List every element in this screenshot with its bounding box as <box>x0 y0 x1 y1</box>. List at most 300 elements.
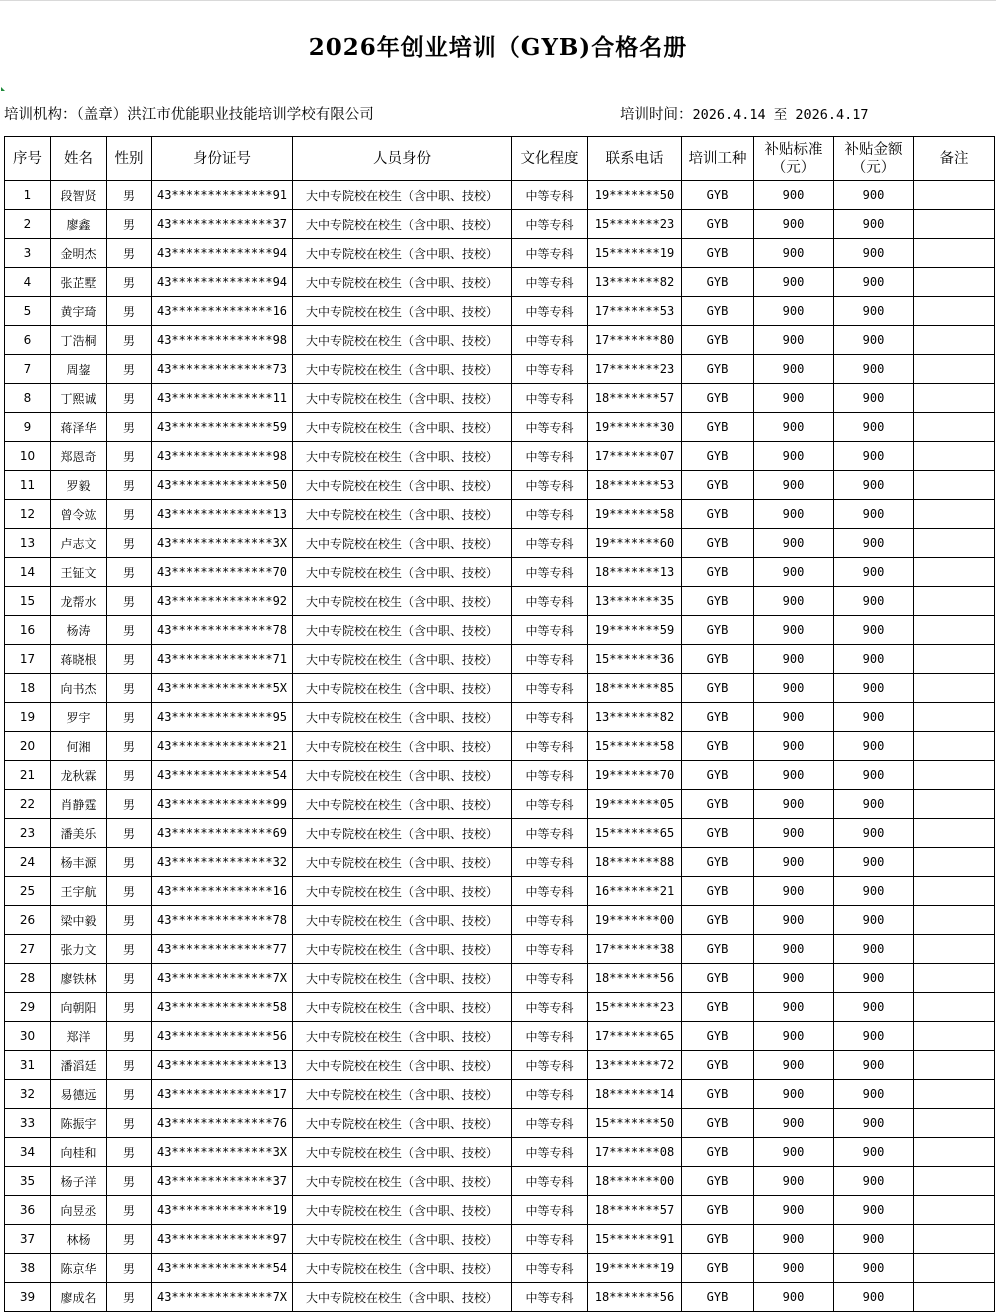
cell-identity[interactable]: 大中专院校在校生（含中职、技校） <box>293 181 512 210</box>
cell-note[interactable] <box>914 935 995 964</box>
cell-sex[interactable]: 男 <box>107 384 152 413</box>
cell-education[interactable]: 中等专科 <box>512 993 588 1022</box>
cell-sex[interactable]: 男 <box>107 1109 152 1138</box>
cell-name[interactable]: 廖鑫 <box>51 210 107 239</box>
cell-subsidy-standard[interactable]: 900 <box>754 732 834 761</box>
cell-name[interactable]: 杨丰源 <box>51 848 107 877</box>
cell-subsidy-standard[interactable]: 900 <box>754 413 834 442</box>
cell-subsidy-amount[interactable]: 900 <box>834 877 914 906</box>
cell-education[interactable]: 中等专科 <box>512 761 588 790</box>
cell-name[interactable]: 丁浩桐 <box>51 326 107 355</box>
cell-subsidy-amount[interactable]: 900 <box>834 297 914 326</box>
cell-identity[interactable]: 大中专院校在校生（含中职、技校） <box>293 732 512 761</box>
cell-seq[interactable]: 24 <box>5 848 51 877</box>
cell-name[interactable]: 王钲文 <box>51 558 107 587</box>
cell-subsidy-standard[interactable]: 900 <box>754 587 834 616</box>
cell-education[interactable]: 中等专科 <box>512 616 588 645</box>
cell-education[interactable]: 中等专科 <box>512 819 588 848</box>
cell-trade[interactable]: GYB <box>682 674 754 703</box>
cell-subsidy-standard[interactable]: 900 <box>754 790 834 819</box>
cell-phone[interactable]: 15*******19 <box>588 239 682 268</box>
cell-identity[interactable]: 大中专院校在校生（含中职、技校） <box>293 558 512 587</box>
cell-trade[interactable]: GYB <box>682 326 754 355</box>
cell-name[interactable]: 郑洋 <box>51 1022 107 1051</box>
cell-sex[interactable]: 男 <box>107 877 152 906</box>
cell-seq[interactable]: 35 <box>5 1167 51 1196</box>
cell-seq[interactable]: 39 <box>5 1283 51 1312</box>
cell-name[interactable]: 肖静霆 <box>51 790 107 819</box>
cell-education[interactable]: 中等专科 <box>512 1167 588 1196</box>
cell-sex[interactable]: 男 <box>107 471 152 500</box>
cell-phone[interactable]: 19*******70 <box>588 761 682 790</box>
cell-subsidy-amount[interactable]: 900 <box>834 268 914 297</box>
cell-phone[interactable]: 15*******36 <box>588 645 682 674</box>
cell-sex[interactable]: 男 <box>107 703 152 732</box>
cell-id-number[interactable]: 43**************3X <box>152 529 293 558</box>
column-header-name[interactable]: 姓名 <box>51 137 107 181</box>
cell-seq[interactable]: 14 <box>5 558 51 587</box>
cell-trade[interactable]: GYB <box>682 1051 754 1080</box>
cell-seq[interactable]: 16 <box>5 616 51 645</box>
cell-subsidy-amount[interactable]: 900 <box>834 964 914 993</box>
cell-seq[interactable]: 17 <box>5 645 51 674</box>
cell-subsidy-amount[interactable]: 900 <box>834 935 914 964</box>
cell-seq[interactable]: 34 <box>5 1138 51 1167</box>
cell-sex[interactable]: 男 <box>107 413 152 442</box>
cell-subsidy-standard[interactable]: 900 <box>754 1283 834 1312</box>
cell-education[interactable]: 中等专科 <box>512 239 588 268</box>
cell-trade[interactable]: GYB <box>682 210 754 239</box>
cell-name[interactable]: 廖成名 <box>51 1283 107 1312</box>
cell-note[interactable] <box>914 877 995 906</box>
cell-phone[interactable]: 19*******50 <box>588 181 682 210</box>
cell-name[interactable]: 金明杰 <box>51 239 107 268</box>
cell-sex[interactable]: 男 <box>107 1080 152 1109</box>
cell-subsidy-standard[interactable]: 900 <box>754 1022 834 1051</box>
cell-trade[interactable]: GYB <box>682 703 754 732</box>
cell-subsidy-amount[interactable]: 900 <box>834 993 914 1022</box>
cell-subsidy-amount[interactable]: 900 <box>834 1138 914 1167</box>
cell-trade[interactable]: GYB <box>682 558 754 587</box>
cell-seq[interactable]: 11 <box>5 471 51 500</box>
cell-id-number[interactable]: 43**************54 <box>152 1254 293 1283</box>
cell-id-number[interactable]: 43**************59 <box>152 413 293 442</box>
cell-identity[interactable]: 大中专院校在校生（含中职、技校） <box>293 703 512 732</box>
cell-education[interactable]: 中等专科 <box>512 1196 588 1225</box>
cell-trade[interactable]: GYB <box>682 877 754 906</box>
cell-trade[interactable]: GYB <box>682 1283 754 1312</box>
cell-note[interactable] <box>914 1167 995 1196</box>
cell-identity[interactable]: 大中专院校在校生（含中职、技校） <box>293 964 512 993</box>
cell-phone[interactable]: 19*******60 <box>588 529 682 558</box>
cell-subsidy-standard[interactable]: 900 <box>754 1254 834 1283</box>
cell-id-number[interactable]: 43**************76 <box>152 1109 293 1138</box>
cell-phone[interactable]: 15*******23 <box>588 993 682 1022</box>
cell-phone[interactable]: 18*******88 <box>588 848 682 877</box>
cell-trade[interactable]: GYB <box>682 297 754 326</box>
cell-trade[interactable]: GYB <box>682 906 754 935</box>
cell-sex[interactable]: 男 <box>107 616 152 645</box>
cell-identity[interactable]: 大中专院校在校生（含中职、技校） <box>293 819 512 848</box>
cell-identity[interactable]: 大中专院校在校生（含中职、技校） <box>293 1080 512 1109</box>
cell-phone[interactable]: 18*******56 <box>588 1283 682 1312</box>
cell-subsidy-amount[interactable]: 900 <box>834 906 914 935</box>
cell-name[interactable]: 向朝阳 <box>51 993 107 1022</box>
cell-education[interactable]: 中等专科 <box>512 500 588 529</box>
cell-phone[interactable]: 18*******85 <box>588 674 682 703</box>
cell-sex[interactable]: 男 <box>107 442 152 471</box>
cell-education[interactable]: 中等专科 <box>512 877 588 906</box>
cell-phone[interactable]: 15*******50 <box>588 1109 682 1138</box>
cell-subsidy-standard[interactable]: 900 <box>754 674 834 703</box>
cell-name[interactable]: 潘美乐 <box>51 819 107 848</box>
cell-note[interactable] <box>914 1109 995 1138</box>
cell-identity[interactable]: 大中专院校在校生（含中职、技校） <box>293 993 512 1022</box>
cell-education[interactable]: 中等专科 <box>512 645 588 674</box>
cell-education[interactable]: 中等专科 <box>512 471 588 500</box>
cell-trade[interactable]: GYB <box>682 355 754 384</box>
cell-subsidy-standard[interactable]: 900 <box>754 471 834 500</box>
cell-note[interactable] <box>914 210 995 239</box>
cell-note[interactable] <box>914 1138 995 1167</box>
cell-trade[interactable]: GYB <box>682 384 754 413</box>
cell-name[interactable]: 罗毅 <box>51 471 107 500</box>
cell-note[interactable] <box>914 239 995 268</box>
cell-sex[interactable]: 男 <box>107 819 152 848</box>
cell-phone[interactable]: 15*******65 <box>588 819 682 848</box>
cell-subsidy-amount[interactable]: 900 <box>834 384 914 413</box>
cell-subsidy-amount[interactable]: 900 <box>834 471 914 500</box>
cell-id-number[interactable]: 43**************78 <box>152 616 293 645</box>
cell-sex[interactable]: 男 <box>107 268 152 297</box>
cell-education[interactable]: 中等专科 <box>512 674 588 703</box>
cell-subsidy-amount[interactable]: 900 <box>834 1196 914 1225</box>
cell-identity[interactable]: 大中专院校在校生（含中职、技校） <box>293 674 512 703</box>
cell-subsidy-amount[interactable]: 900 <box>834 1022 914 1051</box>
cell-phone[interactable]: 19*******19 <box>588 1254 682 1283</box>
cell-note[interactable] <box>914 1196 995 1225</box>
cell-education[interactable]: 中等专科 <box>512 268 588 297</box>
cell-note[interactable] <box>914 674 995 703</box>
cell-seq[interactable]: 1 <box>5 181 51 210</box>
cell-subsidy-amount[interactable]: 900 <box>834 1167 914 1196</box>
cell-education[interactable]: 中等专科 <box>512 1080 588 1109</box>
cell-id-number[interactable]: 43**************16 <box>152 297 293 326</box>
cell-sex[interactable]: 男 <box>107 790 152 819</box>
cell-seq[interactable]: 3 <box>5 239 51 268</box>
cell-note[interactable] <box>914 1225 995 1254</box>
cell-sex[interactable]: 男 <box>107 239 152 268</box>
cell-subsidy-amount[interactable]: 900 <box>834 703 914 732</box>
cell-education[interactable]: 中等专科 <box>512 964 588 993</box>
cell-seq[interactable]: 20 <box>5 732 51 761</box>
cell-trade[interactable]: GYB <box>682 645 754 674</box>
cell-identity[interactable]: 大中专院校在校生（含中职、技校） <box>293 442 512 471</box>
cell-note[interactable] <box>914 964 995 993</box>
cell-education[interactable]: 中等专科 <box>512 790 588 819</box>
cell-name[interactable]: 廖铁林 <box>51 964 107 993</box>
cell-trade[interactable]: GYB <box>682 790 754 819</box>
cell-subsidy-standard[interactable]: 900 <box>754 993 834 1022</box>
cell-sex[interactable]: 男 <box>107 1283 152 1312</box>
cell-subsidy-amount[interactable]: 900 <box>834 558 914 587</box>
cell-seq[interactable]: 32 <box>5 1080 51 1109</box>
cell-seq[interactable]: 29 <box>5 993 51 1022</box>
cell-subsidy-standard[interactable]: 900 <box>754 761 834 790</box>
cell-identity[interactable]: 大中专院校在校生（含中职、技校） <box>293 906 512 935</box>
cell-trade[interactable]: GYB <box>682 500 754 529</box>
cell-subsidy-amount[interactable]: 900 <box>834 181 914 210</box>
cell-id-number[interactable]: 43**************69 <box>152 819 293 848</box>
cell-note[interactable] <box>914 268 995 297</box>
cell-identity[interactable]: 大中专院校在校生（含中职、技校） <box>293 268 512 297</box>
cell-trade[interactable]: GYB <box>682 239 754 268</box>
cell-id-number[interactable]: 43**************5X <box>152 674 293 703</box>
cell-education[interactable]: 中等专科 <box>512 587 588 616</box>
cell-subsidy-standard[interactable]: 900 <box>754 558 834 587</box>
cell-phone[interactable]: 19*******58 <box>588 500 682 529</box>
cell-sex[interactable]: 男 <box>107 645 152 674</box>
cell-trade[interactable]: GYB <box>682 1167 754 1196</box>
cell-subsidy-amount[interactable]: 900 <box>834 761 914 790</box>
cell-id-number[interactable]: 43**************91 <box>152 181 293 210</box>
cell-subsidy-amount[interactable]: 900 <box>834 1051 914 1080</box>
cell-id-number[interactable]: 43**************58 <box>152 993 293 1022</box>
cell-note[interactable] <box>914 413 995 442</box>
cell-seq[interactable]: 13 <box>5 529 51 558</box>
cell-subsidy-amount[interactable]: 900 <box>834 674 914 703</box>
cell-id-number[interactable]: 43**************37 <box>152 210 293 239</box>
cell-note[interactable] <box>914 442 995 471</box>
cell-id-number[interactable]: 43**************54 <box>152 761 293 790</box>
cell-id-number[interactable]: 43**************98 <box>152 442 293 471</box>
cell-id-number[interactable]: 43**************71 <box>152 645 293 674</box>
cell-education[interactable]: 中等专科 <box>512 848 588 877</box>
cell-education[interactable]: 中等专科 <box>512 703 588 732</box>
cell-note[interactable] <box>914 616 995 645</box>
cell-name[interactable]: 龙秋霖 <box>51 761 107 790</box>
column-header-id[interactable]: 身份证号 <box>152 137 293 181</box>
cell-id-number[interactable]: 43**************95 <box>152 703 293 732</box>
cell-identity[interactable]: 大中专院校在校生（含中职、技校） <box>293 413 512 442</box>
cell-name[interactable]: 郑恩奇 <box>51 442 107 471</box>
cell-phone[interactable]: 18*******53 <box>588 471 682 500</box>
cell-identity[interactable]: 大中专院校在校生（含中职、技校） <box>293 384 512 413</box>
cell-subsidy-standard[interactable]: 900 <box>754 645 834 674</box>
cell-name[interactable]: 何湘 <box>51 732 107 761</box>
cell-sex[interactable]: 男 <box>107 761 152 790</box>
cell-sex[interactable]: 男 <box>107 181 152 210</box>
cell-trade[interactable]: GYB <box>682 181 754 210</box>
cell-note[interactable] <box>914 732 995 761</box>
cell-id-number[interactable]: 43**************94 <box>152 239 293 268</box>
column-header-education[interactable]: 文化程度 <box>512 137 588 181</box>
cell-education[interactable]: 中等专科 <box>512 413 588 442</box>
cell-subsidy-amount[interactable]: 900 <box>834 326 914 355</box>
cell-name[interactable]: 易德远 <box>51 1080 107 1109</box>
cell-sex[interactable]: 男 <box>107 964 152 993</box>
cell-subsidy-standard[interactable]: 900 <box>754 1109 834 1138</box>
cell-education[interactable]: 中等专科 <box>512 558 588 587</box>
cell-sex[interactable]: 男 <box>107 1138 152 1167</box>
cell-phone[interactable]: 18*******57 <box>588 1196 682 1225</box>
cell-subsidy-amount[interactable]: 900 <box>834 848 914 877</box>
cell-subsidy-amount[interactable]: 900 <box>834 239 914 268</box>
cell-phone[interactable]: 17*******07 <box>588 442 682 471</box>
cell-subsidy-standard[interactable]: 900 <box>754 964 834 993</box>
cell-phone[interactable]: 19*******00 <box>588 906 682 935</box>
cell-seq[interactable]: 9 <box>5 413 51 442</box>
cell-identity[interactable]: 大中专院校在校生（含中职、技校） <box>293 326 512 355</box>
cell-name[interactable]: 向桂和 <box>51 1138 107 1167</box>
cell-identity[interactable]: 大中专院校在校生（含中职、技校） <box>293 529 512 558</box>
cell-sex[interactable]: 男 <box>107 993 152 1022</box>
cell-subsidy-amount[interactable]: 900 <box>834 819 914 848</box>
cell-phone[interactable]: 17*******38 <box>588 935 682 964</box>
cell-note[interactable] <box>914 558 995 587</box>
cell-name[interactable]: 林杨 <box>51 1225 107 1254</box>
cell-note[interactable] <box>914 1254 995 1283</box>
cell-id-number[interactable]: 43**************21 <box>152 732 293 761</box>
cell-sex[interactable]: 男 <box>107 326 152 355</box>
cell-subsidy-amount[interactable]: 900 <box>834 1283 914 1312</box>
cell-seq[interactable]: 36 <box>5 1196 51 1225</box>
cell-name[interactable]: 段智贤 <box>51 181 107 210</box>
cell-phone[interactable]: 18*******14 <box>588 1080 682 1109</box>
cell-name[interactable]: 罗宇 <box>51 703 107 732</box>
cell-subsidy-standard[interactable]: 900 <box>754 355 834 384</box>
cell-seq[interactable]: 22 <box>5 790 51 819</box>
cell-id-number[interactable]: 43**************13 <box>152 500 293 529</box>
cell-name[interactable]: 卢志文 <box>51 529 107 558</box>
cell-subsidy-standard[interactable]: 900 <box>754 877 834 906</box>
cell-seq[interactable]: 10 <box>5 442 51 471</box>
cell-subsidy-amount[interactable]: 900 <box>834 732 914 761</box>
cell-subsidy-standard[interactable]: 900 <box>754 1225 834 1254</box>
cell-education[interactable]: 中等专科 <box>512 326 588 355</box>
cell-seq[interactable]: 15 <box>5 587 51 616</box>
cell-note[interactable] <box>914 355 995 384</box>
cell-sex[interactable]: 男 <box>107 732 152 761</box>
column-header-subsidy-amount[interactable]: 补贴金额（元） <box>834 137 914 181</box>
cell-seq[interactable]: 38 <box>5 1254 51 1283</box>
cell-trade[interactable]: GYB <box>682 964 754 993</box>
cell-identity[interactable]: 大中专院校在校生（含中职、技校） <box>293 877 512 906</box>
cell-trade[interactable]: GYB <box>682 1022 754 1051</box>
cell-sex[interactable]: 男 <box>107 558 152 587</box>
cell-phone[interactable]: 16*******21 <box>588 877 682 906</box>
cell-phone[interactable]: 18*******00 <box>588 1167 682 1196</box>
cell-subsidy-amount[interactable]: 900 <box>834 355 914 384</box>
cell-id-number[interactable]: 43**************70 <box>152 558 293 587</box>
cell-seq[interactable]: 18 <box>5 674 51 703</box>
cell-subsidy-standard[interactable]: 900 <box>754 1196 834 1225</box>
cell-sex[interactable]: 男 <box>107 1022 152 1051</box>
cell-note[interactable] <box>914 790 995 819</box>
cell-trade[interactable]: GYB <box>682 935 754 964</box>
cell-identity[interactable]: 大中专院校在校生（含中职、技校） <box>293 1022 512 1051</box>
cell-subsidy-amount[interactable]: 900 <box>834 790 914 819</box>
cell-phone[interactable]: 19*******59 <box>588 616 682 645</box>
cell-identity[interactable]: 大中专院校在校生（含中职、技校） <box>293 587 512 616</box>
cell-id-number[interactable]: 43**************17 <box>152 1080 293 1109</box>
cell-subsidy-standard[interactable]: 900 <box>754 703 834 732</box>
cell-note[interactable] <box>914 471 995 500</box>
column-header-subsidy-standard[interactable]: 补贴标准（元） <box>754 137 834 181</box>
cell-education[interactable]: 中等专科 <box>512 1051 588 1080</box>
cell-sex[interactable]: 男 <box>107 674 152 703</box>
cell-name[interactable]: 杨子洋 <box>51 1167 107 1196</box>
cell-name[interactable]: 蒋晓根 <box>51 645 107 674</box>
cell-trade[interactable]: GYB <box>682 587 754 616</box>
cell-seq[interactable]: 5 <box>5 297 51 326</box>
cell-note[interactable] <box>914 848 995 877</box>
cell-education[interactable]: 中等专科 <box>512 1109 588 1138</box>
cell-id-number[interactable]: 43**************77 <box>152 935 293 964</box>
cell-sex[interactable]: 男 <box>107 587 152 616</box>
cell-phone[interactable]: 17*******53 <box>588 297 682 326</box>
cell-subsidy-amount[interactable]: 900 <box>834 442 914 471</box>
cell-note[interactable] <box>914 326 995 355</box>
cell-id-number[interactable]: 43**************73 <box>152 355 293 384</box>
cell-subsidy-standard[interactable]: 900 <box>754 210 834 239</box>
cell-name[interactable]: 丁熙诚 <box>51 384 107 413</box>
cell-sex[interactable]: 男 <box>107 1225 152 1254</box>
cell-identity[interactable]: 大中专院校在校生（含中职、技校） <box>293 239 512 268</box>
cell-trade[interactable]: GYB <box>682 1080 754 1109</box>
cell-education[interactable]: 中等专科 <box>512 732 588 761</box>
cell-note[interactable] <box>914 645 995 674</box>
cell-phone[interactable]: 17*******23 <box>588 355 682 384</box>
cell-phone[interactable]: 15*******91 <box>588 1225 682 1254</box>
cell-subsidy-amount[interactable]: 900 <box>834 1109 914 1138</box>
cell-note[interactable] <box>914 819 995 848</box>
cell-identity[interactable]: 大中专院校在校生（含中职、技校） <box>293 210 512 239</box>
cell-trade[interactable]: GYB <box>682 848 754 877</box>
cell-education[interactable]: 中等专科 <box>512 935 588 964</box>
cell-trade[interactable]: GYB <box>682 1196 754 1225</box>
column-header-sex[interactable]: 性别 <box>107 137 152 181</box>
column-header-phone[interactable]: 联系电话 <box>588 137 682 181</box>
cell-sex[interactable]: 男 <box>107 1196 152 1225</box>
cell-subsidy-amount[interactable]: 900 <box>834 529 914 558</box>
cell-subsidy-standard[interactable]: 900 <box>754 500 834 529</box>
cell-note[interactable] <box>914 384 995 413</box>
cell-trade[interactable]: GYB <box>682 529 754 558</box>
column-header-trade[interactable]: 培训工种 <box>682 137 754 181</box>
cell-seq[interactable]: 12 <box>5 500 51 529</box>
cell-seq[interactable]: 4 <box>5 268 51 297</box>
cell-name[interactable]: 张力文 <box>51 935 107 964</box>
cell-subsidy-standard[interactable]: 900 <box>754 1138 834 1167</box>
cell-id-number[interactable]: 43**************37 <box>152 1167 293 1196</box>
cell-subsidy-amount[interactable]: 900 <box>834 413 914 442</box>
cell-seq[interactable]: 33 <box>5 1109 51 1138</box>
cell-phone[interactable]: 19*******05 <box>588 790 682 819</box>
cell-identity[interactable]: 大中专院校在校生（含中职、技校） <box>293 1109 512 1138</box>
cell-name[interactable]: 陈振宇 <box>51 1109 107 1138</box>
cell-phone[interactable]: 19*******30 <box>588 413 682 442</box>
cell-id-number[interactable]: 43**************98 <box>152 326 293 355</box>
cell-name[interactable]: 向书杰 <box>51 674 107 703</box>
cell-identity[interactable]: 大中专院校在校生（含中职、技校） <box>293 1167 512 1196</box>
cell-trade[interactable]: GYB <box>682 732 754 761</box>
cell-id-number[interactable]: 43**************94 <box>152 268 293 297</box>
cell-note[interactable] <box>914 529 995 558</box>
cell-trade[interactable]: GYB <box>682 268 754 297</box>
cell-subsidy-amount[interactable]: 900 <box>834 1080 914 1109</box>
cell-sex[interactable]: 男 <box>107 848 152 877</box>
